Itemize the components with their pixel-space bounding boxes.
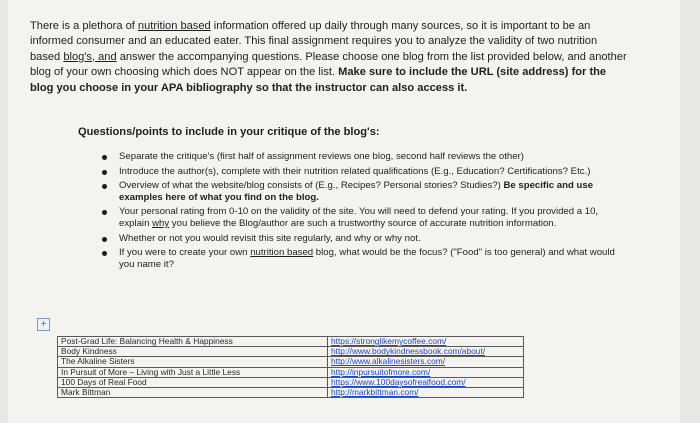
- intro-underlined-text: nutrition based: [137, 20, 211, 32]
- list-item: Whether or not you would revisit this site regularly, and why or why not.: [100, 233, 615, 245]
- blog-url-link[interactable]: https://www.100daysofrealfood.com/: [328, 377, 524, 387]
- intro-text: information offered up daily through many sources, so it is important to be an informed consumer and an educated eater. This final assignment requires you to analyze the validity of two nutrition based: [30, 20, 598, 63]
- blog-url-link[interactable]: http://www.alkalinesisters.com/: [328, 357, 524, 367]
- list-item: Introduce the author(s), complete with their nutrition related qualifications (E.g., Education? Certifications? Etc.): [100, 166, 615, 178]
- blog-url-link[interactable]: http://inpursuitofmore.com/: [328, 367, 524, 377]
- list-item: Your personal rating from 0-10 on the validity of the site. You will need to defend your rating. If you provided a 10, explain why you believe the Blog/author are such a trustworthy source of accurate nutrition information.: [100, 206, 615, 229]
- blog-name: 100 Days of Real Food: [58, 377, 328, 387]
- blog-name: The Alkaline Sisters: [58, 357, 328, 367]
- critique-points-list: [100, 151, 615, 273]
- blog-name: Body Kindness: [58, 347, 328, 357]
- list-item: If you were to create your own nutrition based blog, what would be the focus? ("Food" is too general) and what would you name it?: [100, 247, 615, 270]
- table-move-handle-icon[interactable]: +: [37, 318, 50, 331]
- table-row: [58, 377, 524, 387]
- blog-list-table: [57, 336, 524, 398]
- intro-text: answer the accompanying questions. Please choose one blog from the list provided below, and another blog of your own choosing which does NOT appear on the list.: [30, 50, 627, 79]
- list-item: Separate the critique's (first half of assignment reviews one blog, second half reviews the other): [100, 151, 615, 163]
- blog-url-link[interactable]: https://stronglikemycoffee.com/: [328, 337, 524, 347]
- table-row: [58, 337, 524, 347]
- intro-paragraph: [30, 19, 630, 96]
- questions-heading: Questions/points to include in your critique of the blog's:: [78, 126, 380, 138]
- blog-url-link[interactable]: http://www.bodykindnessbook.com/about/: [328, 347, 524, 357]
- intro-bold-instruction: Make sure to include the URL (site address) for the blog you choose in your APA bibliography so that the instructor can also access it.: [30, 66, 607, 94]
- blog-name: Mark Bittman: [58, 387, 328, 397]
- intro-text: There is a plethora of: [30, 20, 138, 32]
- document-page: [8, 0, 680, 423]
- blog-name: In Pursuit of More – Living with Just a Little Less: [58, 367, 328, 377]
- table-row: [58, 387, 524, 397]
- table-row: [58, 367, 524, 377]
- blog-url-link[interactable]: http://markbittman.com/: [328, 387, 524, 397]
- list-item: Overview of what the website/blog consists of (E.g., Recipes? Personal stories? Studies?) Be specific and use examples here of what you find on the blog.: [100, 180, 615, 203]
- blog-name: Post-Grad Life: Balancing Health & Happiness: [58, 337, 328, 347]
- intro-underlined-text: blog's, and: [63, 50, 117, 63]
- table-row: [58, 347, 524, 357]
- table-row: [58, 357, 524, 367]
